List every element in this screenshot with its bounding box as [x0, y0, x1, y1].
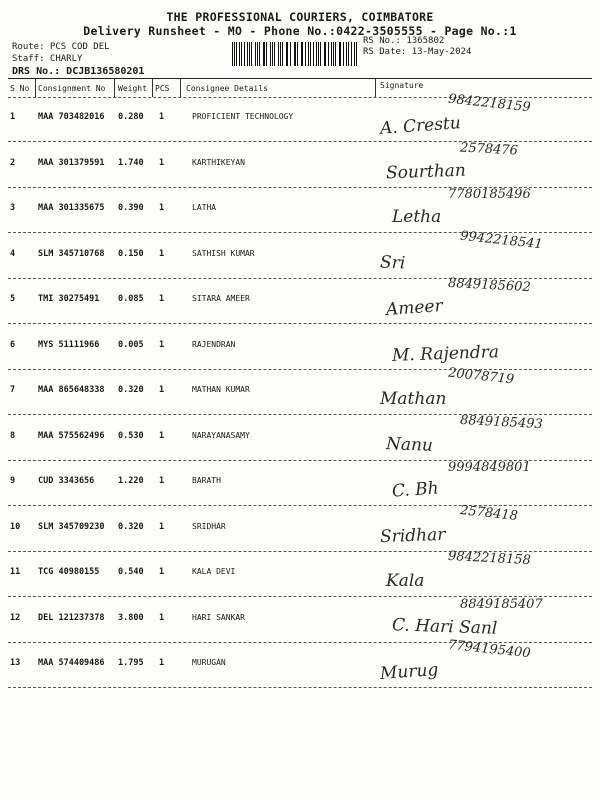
cell-weight: 0.390 [118, 203, 144, 213]
barcode-bar [257, 42, 258, 66]
cell-sno: 1 [10, 112, 16, 122]
signature-phone: 9842218159 [447, 91, 532, 116]
cell-weight: 0.005 [118, 339, 144, 350]
signature: Letha [392, 207, 442, 227]
cell-consignee: BARATH [192, 476, 221, 485]
barcode-bar [313, 42, 314, 66]
signature: Ameer [385, 296, 444, 320]
barcode-bar [320, 42, 321, 66]
cell-pcs: 1 [159, 248, 165, 259]
table-row [8, 187, 592, 233]
runsheet-subtitle: Delivery Runsheet - MO - Phone No.:0422-3505555 - Page No.:1 [83, 24, 517, 38]
barcode-bar [331, 42, 332, 66]
barcode-bar [282, 42, 283, 66]
signature-phone: 9994849801 [448, 460, 531, 475]
signature: Murug [379, 659, 439, 685]
cell-consignee: SATHISH KUMAR [192, 248, 255, 258]
cell-pcs: 1 [159, 385, 165, 395]
cell-sno: 5 [10, 294, 16, 304]
cell-consignee: KALA DEVI [192, 567, 236, 576]
barcode-bar [290, 42, 291, 66]
barcode-bar [305, 42, 306, 66]
cell-consignment: SLM 345710768 [38, 248, 105, 259]
divider [375, 79, 376, 97]
cell-sno: 2 [10, 157, 16, 168]
barcode-bar [239, 42, 240, 66]
cell-consignee: NARAYANASAMY [192, 430, 250, 440]
signature-phone: 7780185496 [448, 187, 531, 202]
cell-weight: 0.150 [118, 248, 144, 259]
signature-phone: 9842218158 [447, 548, 532, 569]
cell-consignment: SLM 345709230 [38, 521, 105, 532]
table-row [8, 228, 592, 279]
rs-number: RS No.: 1365802 [363, 36, 445, 46]
cell-consignee: SRIDHAR [192, 521, 226, 531]
cell-consignee: HARI SANKAR [192, 612, 245, 622]
signature-phone: 20078719 [447, 365, 515, 388]
rs-date: RS Date: 13-May-2024 [363, 47, 472, 57]
cell-pcs: 1 [159, 294, 165, 304]
signature-phone: 8849185407 [460, 596, 543, 612]
cell-sno: 7 [10, 385, 16, 395]
cell-pcs: 1 [159, 112, 165, 122]
signature: Sourthan [385, 160, 467, 183]
cell-consignment: MAA 575562496 [38, 430, 105, 441]
cell-consignee: MATHAN KUMAR [192, 385, 250, 394]
divider [152, 79, 153, 97]
cell-weight: 0.280 [118, 112, 144, 122]
cell-pcs: 1 [159, 203, 165, 213]
col-consignment: Consignment No [38, 84, 106, 93]
cell-consignment: MAA 865648338 [38, 385, 105, 395]
divider [180, 79, 181, 97]
barcode-bar [249, 42, 250, 66]
table-row [8, 91, 592, 142]
cell-weight: 1.795 [118, 658, 144, 668]
cell-sno: 10 [10, 521, 21, 532]
cell-consignee: KARTHIKEYAN [192, 157, 245, 167]
signature: A. Crestu [379, 113, 462, 139]
col-consignee: Consignee Details [186, 84, 268, 93]
table-row [8, 365, 592, 415]
barcode [232, 42, 358, 66]
cell-sno: 11 [10, 567, 21, 577]
cell-consignment: MAA 574409486 [38, 658, 105, 668]
staff-label: Staff: CHARLY [12, 54, 83, 64]
cell-consignment: MAA 301335675 [38, 203, 105, 213]
col-pcs: PCS [155, 84, 170, 93]
barcode-bar [287, 42, 288, 66]
signature: Nanu [385, 433, 434, 456]
rs-info [363, 36, 471, 58]
signature: Sridhar [379, 524, 446, 547]
cell-pcs: 1 [159, 476, 165, 486]
cell-consignment: MAA 301379591 [38, 157, 105, 168]
cell-weight: 3.800 [118, 612, 144, 623]
divider [35, 79, 36, 97]
barcode-bar [354, 42, 355, 66]
cell-weight: 0.085 [118, 294, 144, 304]
table-row [8, 597, 592, 643]
signature-phone: 2578418 [459, 502, 519, 524]
signature-phone: 8849185602 [447, 275, 532, 296]
signature-phone: 2578476 [459, 139, 519, 159]
cell-consignment: MYS 51111966 [38, 339, 100, 350]
col-sno: S No [10, 84, 30, 93]
barcode-bar [339, 42, 340, 66]
cell-sno: 13 [10, 658, 21, 668]
barcode-bar [266, 42, 267, 66]
cell-sno: 12 [10, 612, 21, 623]
table-row [8, 412, 592, 461]
signature: C. Hari Sanl [391, 614, 498, 639]
barcode-bar [325, 42, 326, 66]
signature: M. Rajendra [391, 341, 500, 366]
cell-weight: 0.320 [118, 385, 144, 395]
cell-consignee: RAJENDRAN [192, 339, 236, 349]
cell-consignment: TMI 30275491 [38, 294, 100, 304]
barcode-bar [340, 42, 341, 66]
barcode-bar [232, 42, 233, 66]
table-row [8, 637, 592, 688]
table-row [8, 460, 592, 506]
cell-consignment: TCG 40980155 [38, 567, 100, 577]
cell-sno: 9 [10, 476, 16, 486]
cell-pcs: 1 [159, 567, 165, 577]
signature: Kala [386, 571, 425, 591]
signature-phone: 8849185493 [459, 412, 544, 432]
cell-pcs: 1 [159, 521, 165, 532]
barcode-bar [241, 42, 242, 66]
signature: C. Bh [391, 478, 440, 502]
cell-weight: 1.740 [118, 157, 144, 168]
signature: Sri [379, 252, 406, 273]
cell-pcs: 1 [159, 339, 165, 350]
drs-number: DRS No.: DCJB136580201 [12, 66, 145, 77]
cell-weight: 0.320 [118, 521, 144, 532]
cell-pcs: 1 [159, 157, 165, 168]
barcode-bar [308, 42, 309, 66]
cell-pcs: 1 [159, 612, 165, 623]
cell-sno: 4 [10, 248, 16, 259]
table-row [8, 324, 592, 370]
cell-weight: 0.530 [118, 430, 144, 441]
barcode-bar [348, 42, 349, 66]
cell-sno: 8 [10, 430, 16, 441]
divider [114, 79, 115, 97]
barcode-bar [270, 42, 271, 66]
cell-consignee: SITARA AMEER [192, 294, 250, 303]
cell-weight: 1.220 [118, 476, 144, 486]
cell-consignee: LATHA [192, 203, 217, 212]
barcode-bar [274, 42, 275, 66]
barcode-bar [297, 42, 298, 66]
col-signature: Signature [380, 81, 424, 90]
barcode-bar [255, 42, 256, 66]
table-header [8, 78, 592, 98]
signature: Mathan [380, 389, 447, 409]
company-title: THE PROFESSIONAL COURIERS, COIMBATORE [166, 10, 434, 24]
table-row [8, 139, 592, 188]
cell-sno: 3 [10, 203, 16, 213]
cell-pcs: 1 [159, 658, 165, 668]
route-label: Route: PCS COD DEL [12, 42, 110, 52]
cell-pcs: 1 [159, 430, 165, 441]
table-row [8, 275, 592, 324]
table-row [8, 502, 592, 552]
cell-consignee: PROFICIENT TECHNOLOGY [192, 112, 294, 121]
table-row [8, 548, 592, 597]
cell-weight: 0.540 [118, 567, 144, 577]
cell-consignee: MURUGAN [192, 658, 226, 667]
col-weight: Weight [118, 84, 147, 93]
cell-consignment: DEL 121237378 [38, 612, 105, 623]
signature-phone: 7794195400 [447, 637, 532, 662]
signature-phone: 9942218541 [459, 228, 544, 252]
cell-consignment: MAA 703482016 [38, 112, 105, 122]
cell-consignment: CUD 3343656 [38, 476, 95, 486]
cell-sno: 6 [10, 339, 16, 350]
